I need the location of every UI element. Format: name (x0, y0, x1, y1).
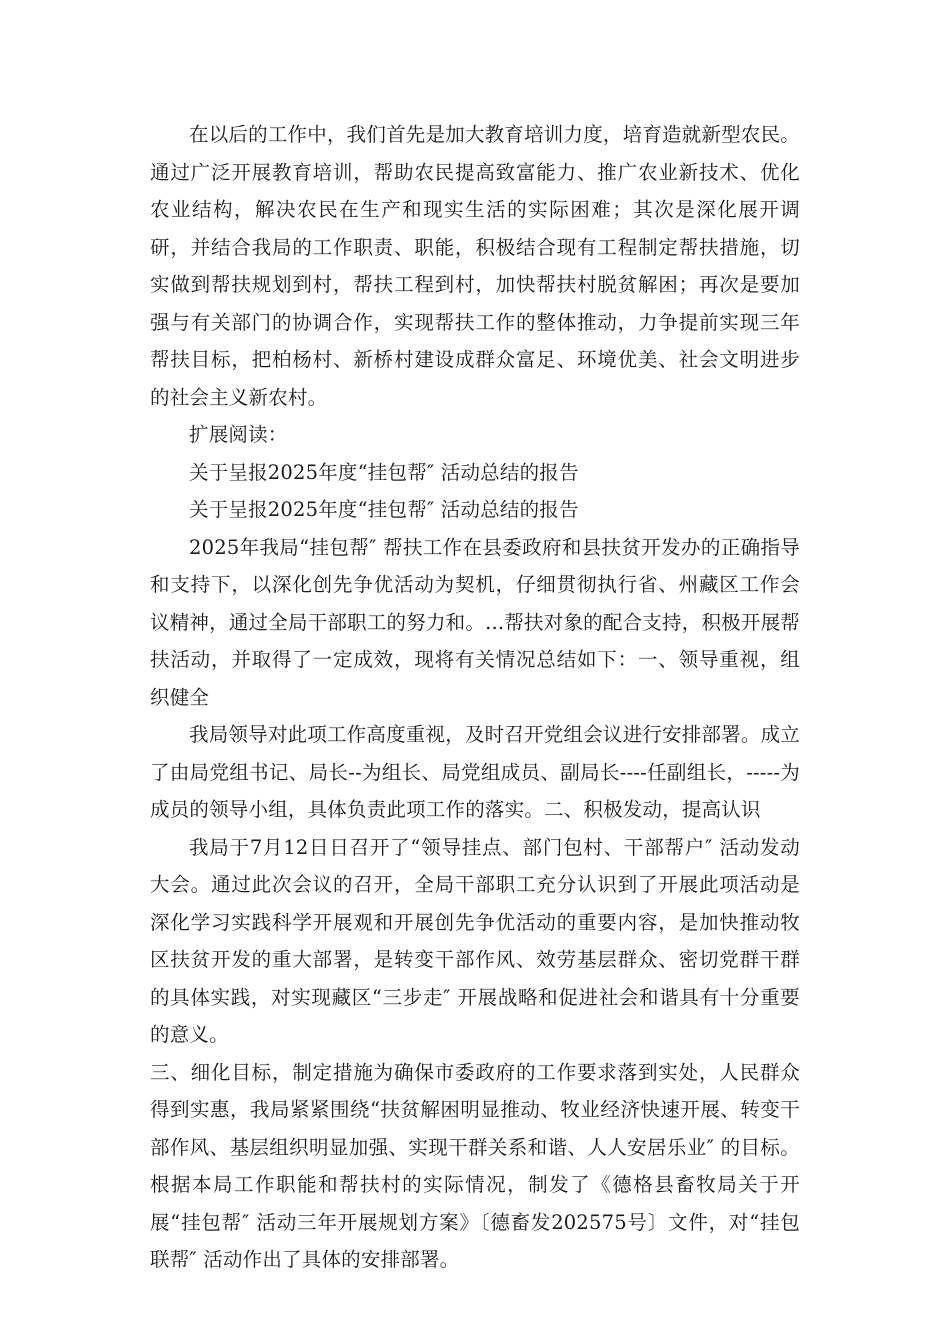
paragraph-report-title-1: 关于呈报2025年度“挂包帮″ 活动总结的报告 (189, 460, 579, 484)
paragraph-summary-intro: 2025年我局“挂包帮″ 帮扶工作在县委政府和县扶贫开发办的正确指导和支持下，以深化创先争优活动为契机，仔细贯彻执行省、州藏区工作会议精神，通过全局干部职工的努力和。...帮扶对象的配合支持，积极开展帮扶活动，并取得了一定成效，现将有关情况总结如下：一、领导重视，组织健全 (150, 535, 800, 709)
paragraph-leadership: 我局领导对此项工作高度重视，及时召开党组会议进行安排部署。成立了由局党组书记、局长--为组长、局党组成员、副局长----任副组长，-----为成员的领导小组，具体负责此项工作的落实。二、积极发动，提高认识 (150, 723, 800, 821)
paragraph-extended-reading: 扩展阅读： (189, 423, 288, 446)
paragraph-future-work: 在以后的工作中，我们首先是加大教育培训力度，培育造就新型农民。通过广泛开展教育培训，帮助农民提高致富能力、推广农业新技术、优化农业结构，解决农民在生产和现实生活的实际困难；其次是深化展开调研，并结合我局的工作职责、职能，积极结合现有工程制定帮扶措施，切实做到帮扶规划到村，帮扶工程到村，加快帮扶村脱贫解困；再次是要加强与有关部门的协调合作，实现帮扶工作的整体推动，力争提前实现三年帮扶目标，把柏杨村、新桥村建设成群众富足、环境优美、社会文明进步的社会主义新农村。 (150, 123, 800, 409)
document-body (150, 116, 800, 1279)
paragraph-targets: 三、细化目标，制定措施为确保市委政府的工作要求落到实处，人民群众得到实惠，我局紧紧围绕“扶贫解困明显推动、牧业经济快速开展、转变干部作风、基层组织明显加强、实现干群关系和谐、人人安居乐业″ 的目标。根据本局工作职能和帮扶村的实际情况，制发了《德格县畜牧局关于开展“挂包帮″ 活动三年开展规划方案》〔德畜发202575号〕文件，对“挂包联帮″ 活动作出了具体的安排部署。 (150, 1060, 800, 1271)
paragraph-report-title-2: 关于呈报2025年度“挂包帮″ 活动总结的报告 (189, 498, 579, 521)
paragraph-mobilization: 我局于7月12日日召开了“领导挂点、部门包村、干部帮户″ 活动发动大会。通过此次会议的召开，全局干部职工充分认识到了开展此项活动是深化学习实践科学开展观和开展创先争优活动的重要内容，是加快推动牧区扶贫开发的重大部署，是转变干部作风、效劳基层群众、密切党群干群的具体实践，对实现藏区“三步走″ 开展战略和促进社会和谐具有十分重要的意义。 (150, 835, 800, 1046)
